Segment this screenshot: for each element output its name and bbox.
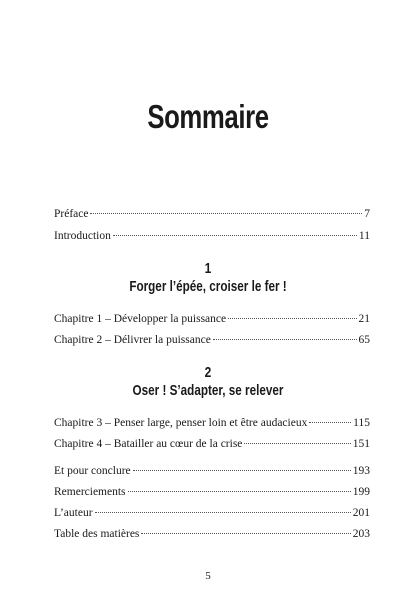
toc-entry-page: 21 xyxy=(358,313,370,325)
leader-dots xyxy=(128,491,351,492)
toc-entry-label: Chapitre 2 – Délivrer la puissance xyxy=(54,334,211,346)
toc-entry-label: Chapitre 3 – Penser large, penser loin et être audacieux xyxy=(54,417,308,429)
part-number: 1 xyxy=(204,260,212,277)
page-number: 5 xyxy=(205,570,211,582)
toc-entry-page: 65 xyxy=(358,334,370,346)
toc-entry-label: Chapitre 4 – Batailler au cœur de la crise xyxy=(54,438,243,450)
part-number: 2 xyxy=(204,364,212,381)
toc-entry-conclusion[interactable] xyxy=(54,463,370,479)
toc-entry-label: Introduction xyxy=(54,230,111,242)
toc-entry-chapter-3[interactable] xyxy=(54,415,370,431)
toc-entry-page: 7 xyxy=(364,208,370,220)
leader-dots xyxy=(95,512,351,513)
toc-entry-page: 11 xyxy=(358,230,370,242)
toc-entry-page: 151 xyxy=(352,438,370,450)
part-title: Forger l’épée, croiser le fer ! xyxy=(129,278,287,295)
toc-entry-label: Chapitre 1 – Développer la puissance xyxy=(54,313,227,325)
toc-entry-author[interactable] xyxy=(54,505,370,521)
toc-entry-page: 203 xyxy=(352,528,370,540)
toc-entry-page: 115 xyxy=(353,417,370,429)
toc-entry-page: 199 xyxy=(352,486,370,498)
toc-entry-page: 193 xyxy=(352,465,370,477)
toc-entry-label: Et pour conclure xyxy=(54,465,131,477)
toc-entry-introduction[interactable] xyxy=(54,228,370,244)
toc-entry-label: Remerciements xyxy=(54,486,126,498)
page-title: Sommaire xyxy=(147,98,269,135)
toc-entry-page: 201 xyxy=(352,507,370,519)
leader-dots xyxy=(244,443,350,444)
leader-dots xyxy=(228,318,356,319)
toc-entry-table-of-contents[interactable] xyxy=(54,526,370,542)
toc-entry-preface[interactable] xyxy=(54,206,370,222)
leader-dots xyxy=(141,533,350,534)
part-title: Oser ! S’adapter, se relever xyxy=(132,382,284,399)
toc-entry-label: Préface xyxy=(54,208,89,220)
toc-entry-label: L’auteur xyxy=(54,507,93,519)
leader-dots xyxy=(113,235,357,236)
leader-dots xyxy=(90,213,362,214)
toc-entry-chapter-1[interactable] xyxy=(54,311,370,327)
toc-entry-label: Table des matières xyxy=(54,528,140,540)
leader-dots xyxy=(213,339,357,340)
leader-dots xyxy=(133,470,351,471)
toc-entry-chapter-2[interactable] xyxy=(54,332,370,348)
toc-entry-acknowledgements[interactable] xyxy=(54,484,370,500)
toc-entry-chapter-4[interactable] xyxy=(54,436,370,452)
leader-dots xyxy=(309,422,351,423)
